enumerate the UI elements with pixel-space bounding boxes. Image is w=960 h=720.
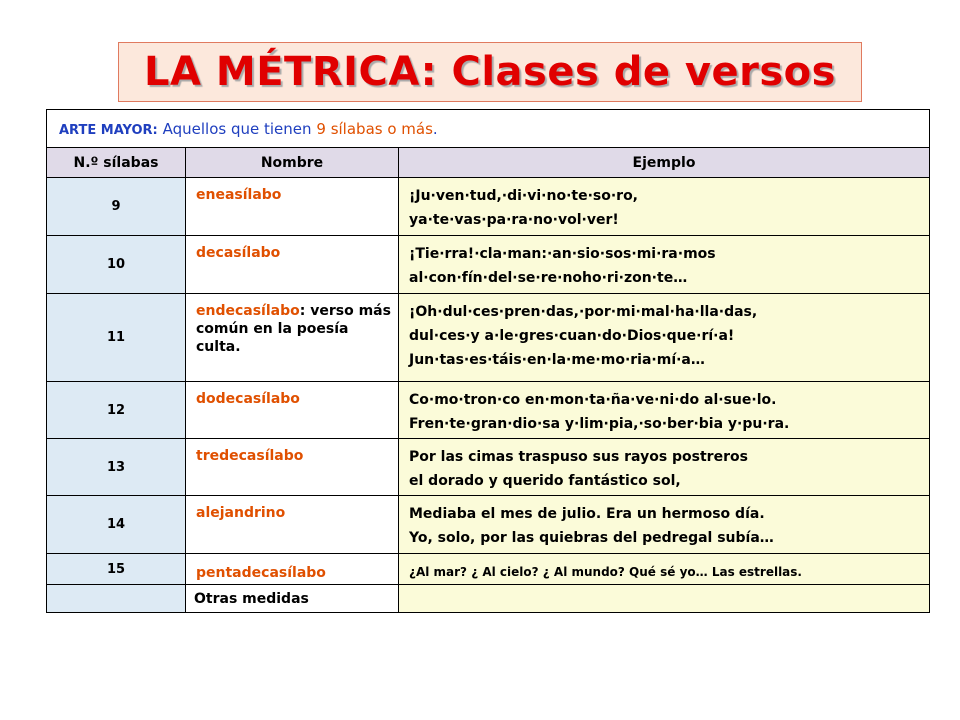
verse-name: dodecasílabo (196, 391, 300, 407)
syllable-count: 13 (47, 439, 186, 496)
table-row (47, 294, 930, 382)
table-row (47, 382, 930, 439)
example-cell (399, 382, 930, 439)
verse-name: decasílabo (196, 245, 281, 261)
verse-name-cell (186, 236, 399, 294)
example-cell (399, 496, 930, 554)
example-line: Jun·tas·es·táis·en·la·me·mo·ria·mí·a… (409, 352, 705, 368)
example-line: ¡Oh·dul·ces·pren·das,·por·mi·mal·ha·lla·das, (409, 304, 758, 320)
example-line: ¿Al mar? ¿ Al cielo? ¿ Al mundo? Qué sé yo… Las estrellas. (409, 565, 802, 579)
verse-name-cell (186, 554, 399, 585)
verse-name-cell (186, 294, 399, 382)
verse-table (46, 109, 930, 613)
intro-tail: . (432, 119, 438, 138)
example-line: el dorado y querido fantástico sol, (409, 473, 681, 489)
example-line: Por las cimas traspuso sus rayos postreros (409, 449, 748, 465)
example-cell (399, 178, 930, 236)
intro-cell (47, 110, 930, 148)
other-measures: Otras medidas (186, 585, 399, 613)
intro-label: ARTE MAYOR: (59, 122, 158, 138)
syllable-count: 9 (47, 178, 186, 236)
example-line: Yo, solo, por las quiebras del pedregal subía… (409, 530, 774, 546)
table-row (47, 554, 930, 585)
page-title: LA MÉTRICA: Clases de versos (144, 49, 836, 95)
example-cell (399, 554, 930, 585)
other-row (47, 585, 930, 613)
syllable-count: 14 (47, 496, 186, 554)
example-cell (399, 439, 930, 496)
blank-num-cell (47, 585, 186, 613)
verse-note: : verso más común en la poesía culta. (196, 303, 391, 355)
syllable-count: 11 (47, 294, 186, 382)
example-line: al·con·fín·del·se·re·noho·ri·zon·te… (409, 270, 688, 286)
verse-name-cell (186, 178, 399, 236)
title-banner (118, 42, 862, 102)
verse-name-cell (186, 439, 399, 496)
example-line: Mediaba el mes de julio. Era un hermoso día. (409, 506, 765, 522)
verse-name: endecasílabo (196, 303, 300, 319)
example-line: ¡Tie·rra!·cla·man:·an·sio·sos·mi·ra·mos (409, 246, 716, 262)
syllable-count: 10 (47, 236, 186, 294)
example-line: ya·te·vas·pa·ra·no·vol·ver! (409, 212, 619, 228)
table-row (47, 496, 930, 554)
verse-name: eneasílabo (196, 187, 282, 203)
verse-name-cell (186, 496, 399, 554)
intro-text: Aquellos que tienen (162, 119, 312, 138)
header-example: Ejemplo (399, 148, 930, 178)
verse-name: tredecasílabo (196, 448, 304, 464)
intro-row (47, 110, 930, 148)
syllable-count: 12 (47, 382, 186, 439)
table-row (47, 439, 930, 496)
verse-name-cell (186, 382, 399, 439)
table-row (47, 236, 930, 294)
example-cell (399, 236, 930, 294)
example-cell (399, 294, 930, 382)
example-line: ¡Ju·ven·tud,·di·vi·no·te·so·ro, (409, 188, 639, 204)
syllable-count: 15 (47, 554, 186, 585)
example-line: Fren·te·gran·dio·sa y·lim·pia,·so·ber·bia y·pu·ra. (409, 416, 790, 432)
blank-example-cell (399, 585, 930, 613)
example-line: dul·ces·y a·le·gres·cuan·do·Dios·que·rí·a! (409, 328, 735, 344)
verse-name: pentadecasílabo (196, 565, 326, 581)
intro-highlight: 9 sílabas o más (316, 119, 433, 138)
example-line: Co·mo·tron·co en·mon·ta·ña·ve·ni·do al·sue·lo. (409, 392, 777, 408)
header-row (47, 148, 930, 178)
header-num: N.º sílabas (47, 148, 186, 178)
header-name: Nombre (186, 148, 399, 178)
verse-name: alejandrino (196, 505, 286, 521)
table-row (47, 178, 930, 236)
